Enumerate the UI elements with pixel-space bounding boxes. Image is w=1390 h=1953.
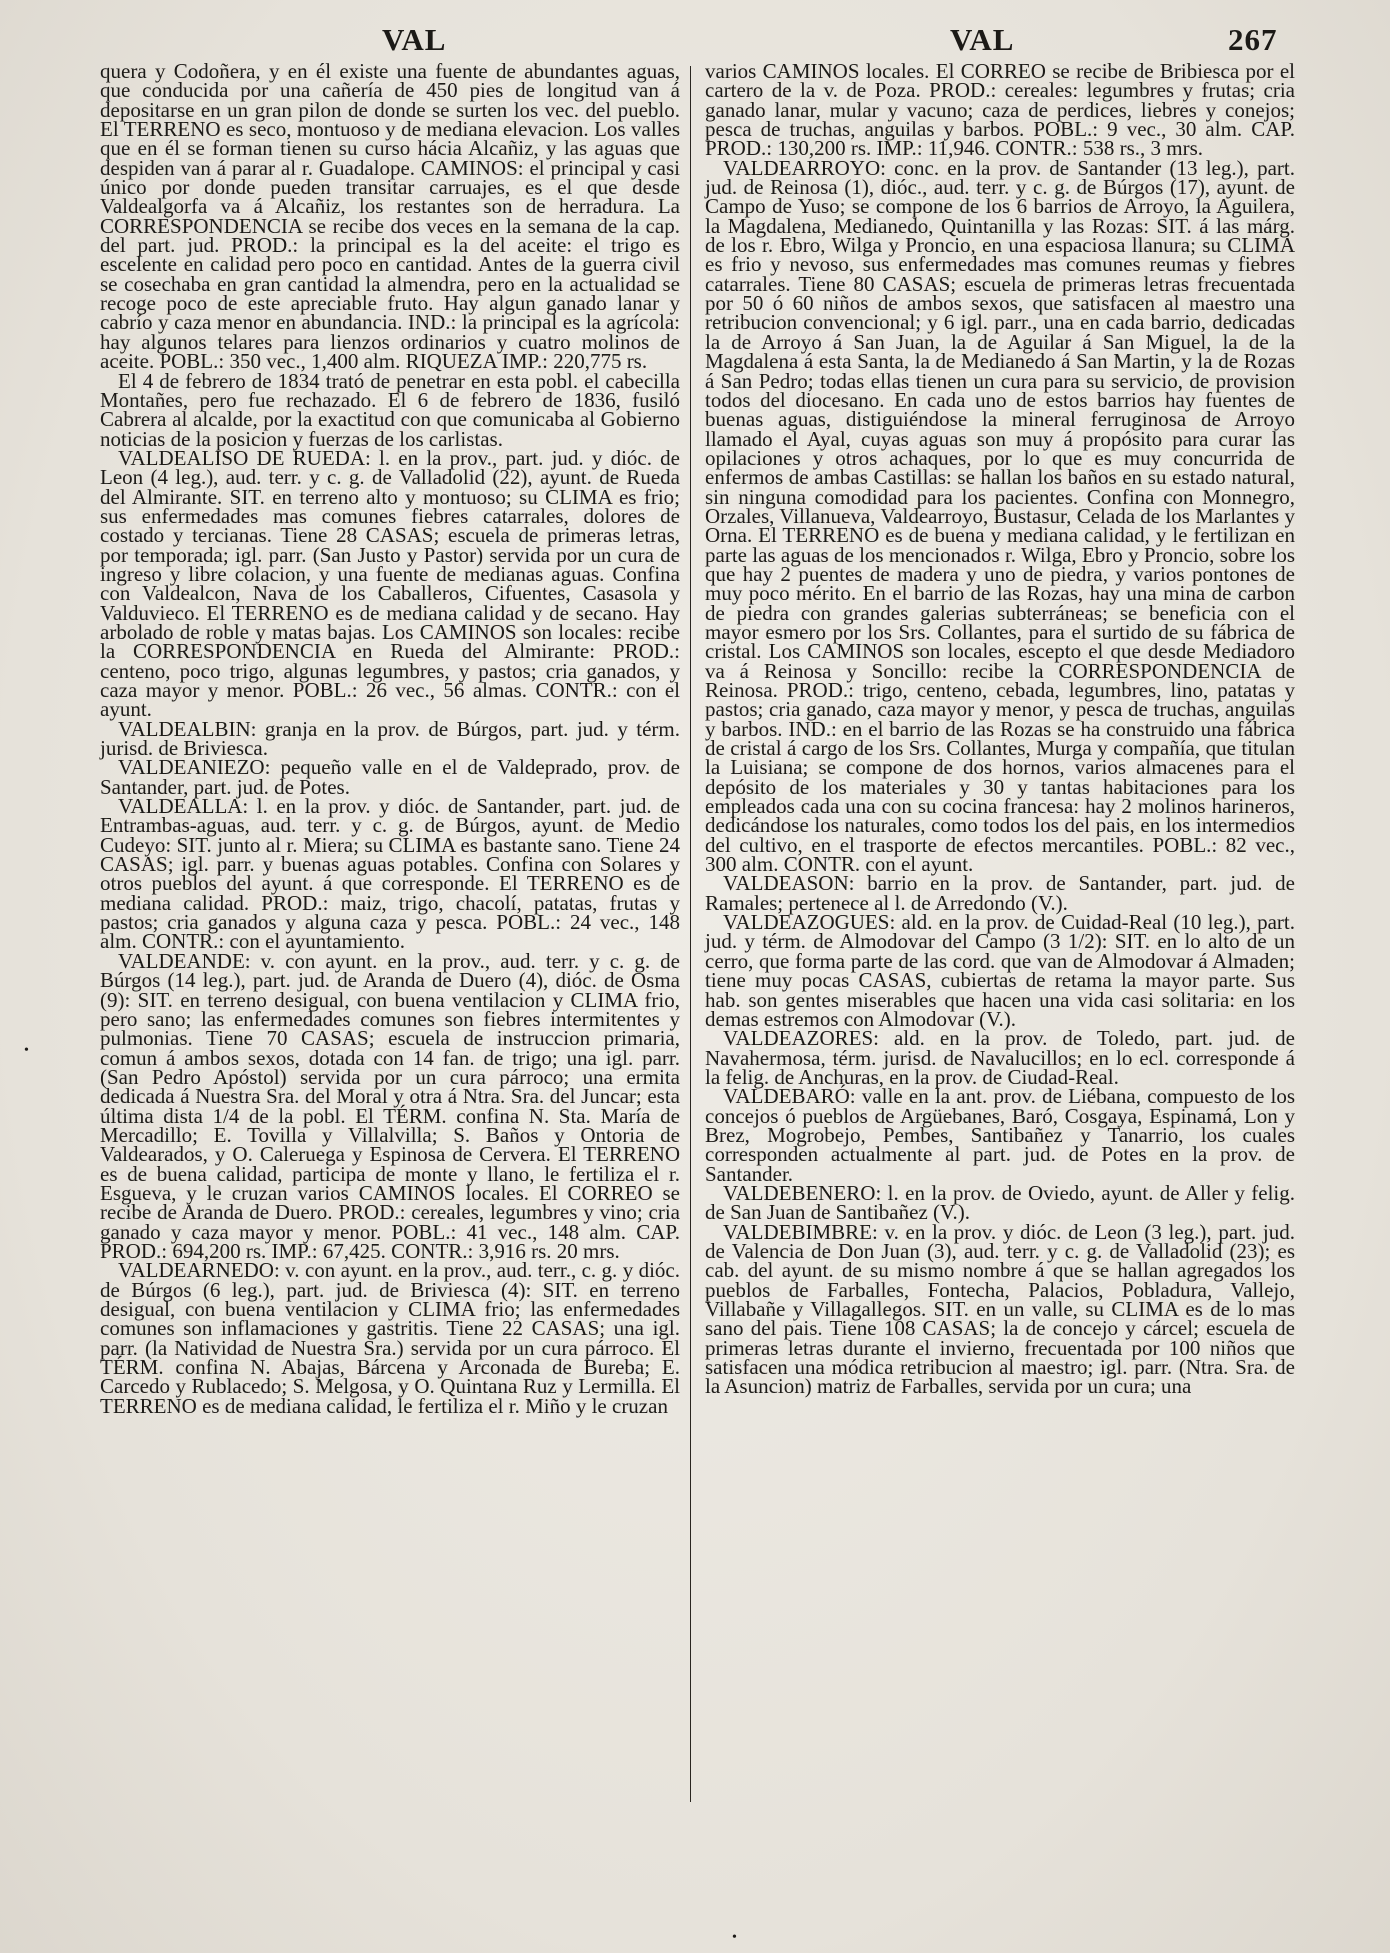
page-number: 267	[1228, 22, 1278, 57]
bottom-mark: •	[732, 1930, 737, 1945]
running-head	[0, 22, 1390, 62]
right-text-column	[705, 59, 1295, 1399]
running-head-center-word: VAL	[950, 22, 1015, 57]
entry-paragraph: VALDEALBIN: granja en la prov. de Búrgos, part. jud. y térm. jurisd. de Briviesca.	[100, 716, 680, 761]
entry-paragraph: VALDEAZOGUES: ald. en la prov. de Cuidad-Real (10 leg.), part. jud. y térm. de Almodovar del Campo (3 1/2): SIT. en lo alto de un cerro, que forma parte de las cord. que van de Almodovar á Almaden; tiene muy pocas CASAS, cubiertas de retama la mayor parte. Sus hab. son gentes miserables que hacen una vida casi solitaria: en los demas estremos con Almodovar (V.).	[705, 910, 1295, 1031]
entry-paragraph: VALDEASON: barrio en la prov. de Santander, part. jud. de Ramales; pertenece al l. de Arredondo (V.).	[705, 871, 1295, 915]
entry-paragraph: VALDEBARÓ: valle en la ant. prov. de Liébana, compuesto de los concejos ó pueblos de Argüebanes, Baró, Cosgaya, Espinamá, Lon y Brez, Mogrobejo, Pembes, Santibañez y Tanarrio, los cuales corresponden actualmente al part. jud. de Potes en la prov. de Santander.	[705, 1084, 1295, 1186]
entry-paragraph: VALDEANIEZO: pequeño valle en el de Valdeprado, prov. de Santander, part. jud. de Potes.	[100, 755, 680, 799]
entry-paragraph: VALDEBENERO: l. en la prov. de Oviedo, ayunt. de Aller y felig. de San Juan de Santibañez (V.).	[705, 1180, 1295, 1225]
entry-paragraph: VALDEAZORES: ald. en la prov. de Toledo, part. jud. de Navahermosa, térm. jurisd. de Navalucillos; en lo ecl. corresponde á la felig. de Anchuras, en la prov. de Ciudad-Real.	[705, 1026, 1295, 1089]
running-head-left-word: VAL	[382, 22, 447, 57]
entry-paragraph: VALDEARNEDO: v. con ayunt. en la prov., aud. terr., c. g. y dióc. de Búrgos (6 leg.), part. jud. de Briviesca (4): SIT. en terreno desigual, con buena ventilacion y CLIMA frio; las enfermedades comunes son inflamaciones y gastritis. Tiene 22 CASAS; una igl. parr. (la Natividad de Nuestra Sra.) servida por un cura párroco. El TÉRM. confina N. Abajas, Bárcena y Arconada de Bureba; E. Carcedo y Rublacedo; S. Melgosa, y O. Quintana Ruz y Lermilla. El TERRENO es de mediana calidad, le fertiliza el r. Miño y le cruzan	[100, 1258, 680, 1418]
column-divider-rule	[690, 66, 691, 1802]
left-text-column	[100, 59, 680, 1418]
entry-paragraph: VALDEANDE: v. con ayunt. en la prov., aud. terr. y c. g. de Búrgos (14 leg.), part. jud. de Aranda de Duero (4), dióc. de Osma (9): SIT. en terreno desigual, con buena ventilacion y CLIMA frio, pero sano; las enfermedades comunes son fiebres intermitentes y pulmonias. Tiene 70 CASAS; escuela de instruccion primaria, comun á ambos sexos, dotada con 14 fan. de trigo; una igl. parr. (San Pedro Apóstol) servida por un cura párroco; una ermita dedicada á Nuestra Sra. del Moral y otra á Ntra. Sra. del Juncar; esta última dista 1/4 de la pobl. El TÉRM. confina N. Sta. María de Mercadillo; E. Tovilla y Villalvilla; S. Baños y Ontoria de Valdearados, y O. Caleruega y Espinosa de Cervera. El TERRENO es de buena calidad, participa de monte y llano, le fertiliza el r. Esgueva, y le cruzan varios CAMINOS locales. El CORREO se recibe de Aranda de Duero. PROD.: cereales, legumbres y vino; cria ganado y caza mayor y menor. POBL.: 41 vec., 148 alm. CAP. PROD.: 694,200 rs. IMP.: 67,425. CONTR.: 3,916 rs. 20 mrs.	[100, 948, 680, 1263]
entry-paragraph: VALDEALISO DE RUEDA: l. en la prov., part. jud. y dióc. de Leon (4 leg.), aud. terr. y c. g. de Valladolid (22), ayunt. de Rueda del Almirante. SIT. en terreno alto y montuoso; su CLIMA es frio; sus enfermedades mas comunes fiebres catarrales, dolores de costado y tercianas. Tiene 28 CASAS; escuela de primeras letras, por temporada; igl. parr. (San Justo y Pastor) servida por un cura de ingreso y libre colacion, y una fuente de medianas aguas. Confina con Valdealcon, Nava de los Caballeros, Cifuentes, Casasola y Valduvieco. El TERRENO es de mediana calidad y de secano. Hay arbolado de roble y matas bajas. Los CAMINOS son locales: recibe la CORRESPONDENCIA en Rueda del Almirante: PROD.: centeno, poco trigo, algunas legumbres, y pastos; cria ganados, y caza mayor y menor. POBL.: 26 vec., 56 almas. CONTR.: con el ayunt.	[100, 445, 680, 722]
entry-paragraph: quera y Codoñera, y en él existe una fuente de abundantes aguas, que conducida por una cañería de 450 pies de longitud van á depositarse en un gran pilon de donde se surten los vec. del pueblo. El TERRENO es seco, montuoso y de mediana elevacion. Los valles que en él se forman tienen su curso hácia Alcañiz, y las aguas que despiden van á parar al r. Guadalope. CAMINOS: el principal y casi único por donde pueden transitar carruajes, es el que desde Valdealgorfa va á Alcañiz, los restantes son de herradura. La CORRESPONDENCIA se recibe dos veces en la semana de la cap. del part. jud. PROD.: la principal es la del aceite: el trigo es escelente en calidad pero poco en cantidad. Antes de la guerra civil se cosechaba en gran cantidad la almendra, pero en la actualidad se recoge poco de este apreciable fruto. Hay algun ganado lanar y cabrío y caza menor en abundancia. IND.: la principal es la agrícola: hay algunos telares para lienzos ordinarios y cuatro molinos de aceite. POBL.: 350 vec., 1,400 alm. RIQUEZA IMP.: 220,775 rs.	[100, 59, 680, 374]
entry-paragraph: El 4 de febrero de 1834 trató de penetrar en esta pobl. el cabecilla Montañes, pero fue rechazado. El 6 de febrero de 1836, fusiló Cabrera al alcalde, por la exactitud con que comunicaba al Gobierno noticias de la posicion y fuerzas de los carlistas.	[100, 368, 680, 451]
entry-paragraph: VALDEBIMBRE: v. en la prov. y dióc. de Leon (3 leg.), part. jud. de Valencia de Don Juan (3), aud. terr. y c. g. de Valladolid (23); es cab. del ayunt. de su mismo nombre á que se hallan agregados los pueblos de Farballes, Fontecha, Palacios, Pobladura, Vallejo, Villabañe y Villagallegos. SIT. en un valle, su CLIMA es de lo mas sano del pais. Tiene 108 CASAS; la de concejo y cárcel; escuela de primeras letras durante el invierno, frecuentada por 100 niños que satisfacen una módica retribucion al maestro; igl. parr. (Ntra. Sra. de la Asuncion) matriz de Farballes, servida por un cura; una	[705, 1219, 1295, 1399]
entry-paragraph: VALDEALLA: l. en la prov. y dióc. de Santander, part. jud. de Entrambas-aguas, aud. terr. y c. g. de Búrgos, ayunt. de Medio Cudeyo: SIT. junto al r. Miera; su CLIMA es bastante sano. Tiene 24 CASAS; igl. parr. y buenas aguas potables. Confina con Solares y otros pueblos del ayunt. á que corresponde. El TERRENO es de mediana calidad. PROD.: maiz, trigo, chacolí, patatas, frutas y pastos; cria ganados y alguna caza y pesca. POBL.: 24 vec., 148 alm. CONTR.: con el ayuntamiento.	[100, 794, 680, 954]
entry-paragraph: varios CAMINOS locales. El CORREO se recibe de Bribiesca por el cartero de la v. de Poza. PROD.: cereales: legumbres y frutas; cria ganado lanar, mular y vacuno; caza de perdices, liebres y conejos; pesca de truchas, anguilas y barbos. POBL.: 9 vec., 30 alm. CAP. PROD.: 130,200 rs. IMP.: 11,946. CONTR.: 538 rs., 3 mrs.	[705, 59, 1295, 161]
entry-paragraph: VALDEARROYO: conc. en la prov. de Santander (13 leg.), part. jud. de Reinosa (1), dióc., aud. terr. y c. g. de Búrgos (17), ayunt. de Campo de Yuso; se compone de los 6 barrios de Arroyo, la Aguilera, la Magdalena, Medianedo, Quintanilla y las Rozas: SIT. á las márg. de los r. Ebro, Wilga y Proncio, en una espaciosa llanura; su CLIMA es frio y nevoso, sus enfermedades mas comunes reumas y fiebres catarrales. Tiene 80 CASAS; escuela de primeras letras frecuentada por 50 ó 60 niños de ambos sexos, que satisfacen al maestro una retribucion convencional; y 6 igl. parr., una en cada barrio, dedicadas la de Arroyo á San Juan, la de Aguilar á San Miguel, la de la Magdalena á esta Santa, la de Medianedo á San Martin, y la de Rozas á San Pedro; todas ellas tienen un cura para su servicio, de provision todos del diocesano. En cada uno de estos barrios hay fuentes de buenas aguas, distiguiéndose la mineral ferruginosa de Arroyo llamado el Ayal, cuyas aguas son muy á propósito para curar las opilaciones y otros achaques, por lo que es muy concurrida de enfermos de ambas Castillas: se hallan los baños en su estado natural, sin ninguna comodidad para los pacientes. Confina con Monnegro, Orzales, Villanueva, Valdearroyo, Bustasur, Celada de los Marlantes y Orna. El TERRENO es de buena y mediana calidad, y le fertilizan en parte las aguas de los mencionados r. Wilga, Ebro y Proncio, sobre los que hay 2 puentes de madera y uno de piedra, y varios pontones de muy poco mérito. En el barrio de las Rozas, hay una mina de carbon de piedra con grandes galerias subterráneas; se beneficia con el mayor esmero por los Srs. Collantes, para el surtido de su fábrica de cristal. Los CAMINOS son locales, escepto el que desde Mediadoro va á Reinosa y Soncillo: recibe la CORRESPONDENCIA de Reinosa. PROD.: trigo, centeno, cebada, legumbres, lino, patatas y pastos; cria ganado, caza mayor y menor, y pesca de truchas, anguilas y barbos. IND.: en el barrio de las Rozas se ha construido una fábrica de cristal á cargo de los Srs. Collantes, Murga y compañía, que titulan la Luisiana; se compone de dos hornos, varios almacenes para el depósito de los materiales y 30 y tantas habitaciones para los empleados cada una con su cocina francesa: hay 2 molinos harineros, dedicándose los naturales, como todos los del pais, en los intermedios del cultivo, en el trasporte de efectos mercantiles. POBL.: 82 vec., 300 alm. CONTR. con el ayunt.	[705, 155, 1295, 877]
margin-mark: •	[24, 1043, 29, 1058]
